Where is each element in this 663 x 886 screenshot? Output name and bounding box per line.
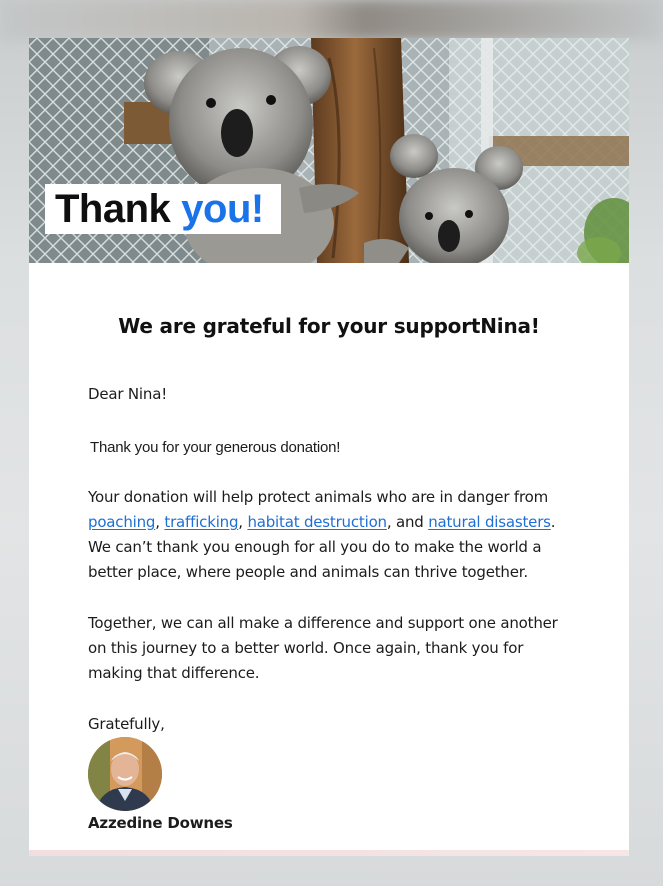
background-blur bbox=[0, 0, 663, 40]
email-card bbox=[29, 38, 629, 850]
greeting-text: Dear Nina! bbox=[88, 385, 168, 403]
sep-3: , and bbox=[386, 513, 429, 531]
para1-end: . We can’t thank you enough for all you do to make the world a better place, where people and animals can thrive together. bbox=[88, 513, 556, 581]
signer-name: Azzedine Downes bbox=[88, 814, 233, 832]
link-habitat-destruction[interactable]: habitat destruction bbox=[247, 513, 387, 531]
paragraph-together: Together, we can all make a difference and support one another on this journey to a better world. Once again, thank you for making that difference. bbox=[88, 614, 558, 682]
sep-2: , bbox=[238, 513, 248, 531]
thanks-line: Thank you for your generous donation! bbox=[90, 439, 341, 456]
card-bottom-strip bbox=[29, 850, 629, 856]
hero-image-koalas bbox=[29, 38, 629, 263]
sep-1: , bbox=[155, 513, 165, 531]
link-natural-disasters[interactable]: natural disasters bbox=[428, 513, 551, 531]
link-trafficking[interactable]: trafficking bbox=[164, 513, 239, 531]
email-headline: We are grateful for your supportNina! bbox=[118, 314, 540, 338]
closing-text: Gratefully, bbox=[88, 715, 165, 733]
avatar bbox=[88, 737, 162, 811]
signer-photo bbox=[88, 737, 162, 811]
para1-start: Your donation will help protect animals who are in danger from bbox=[88, 488, 548, 506]
badge-word-you: you! bbox=[181, 187, 264, 231]
link-poaching[interactable]: poaching bbox=[88, 513, 156, 531]
badge-word-thank: Thank bbox=[55, 187, 171, 231]
paragraph-donation-impact bbox=[88, 485, 568, 585]
thank-you-badge bbox=[45, 184, 281, 234]
